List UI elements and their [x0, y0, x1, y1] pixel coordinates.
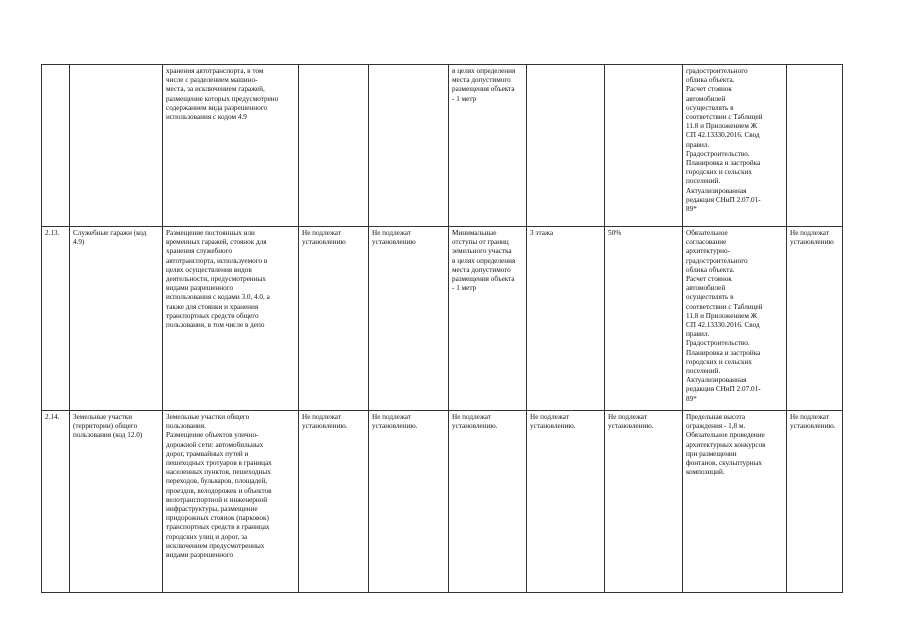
min-max-area: Не подлежат установлению — [299, 227, 369, 411]
additional-requirements: Обязательное согласование архитектурно- градостроительного облика объекта. Расчет стоянок автомобилей осуществлять в соответствии с Таблицей 11.8 и Приложением Ж СП 42.13330.2016. Свод правил. Градостроительство. Планировка и застройка городских и сельских поселений. Актуализированная редакция СНиП 2.07.01- 89* — [683, 227, 787, 411]
max-coverage: Не подлежат установлению. — [605, 411, 683, 593]
use-type-name — [70, 65, 163, 227]
other-limits: Не подлежат установлению. — [787, 411, 843, 593]
table-row — [42, 411, 843, 593]
max-floors: 3 этажа — [527, 227, 605, 411]
use-type-name: Служебные гаражи (код 4.9) — [70, 227, 163, 411]
additional-requirements: градостроительного облика объекта. Расчет стоянок автомобилей осуществлять в соответствии с Таблицей 11.8 и Приложением Ж СП 42.13330.2016. Свод правил. Градостроительство. Планировка и застройка городских и сельских поселений. Актуализированная редакция СНиП 2.07.01- 89* — [683, 65, 787, 227]
min-max-area: Не подлежат установлению. — [299, 411, 369, 593]
max-coverage — [605, 65, 683, 227]
plot-dimensions — [369, 65, 449, 227]
row-number — [42, 65, 70, 227]
row-number: 2.14. — [42, 411, 70, 593]
use-type-description: Земельные участки общего пользования. Размещение объектов улично- дорожной сети: автомобильных дорог, трамвайных путей и пешеходных тротуаров в границах населенных пунктов, пешеходных переходов, бульваров, площадей, проездов, велодорожек и объектов велотранспортной и инженерной инфраструктуры, размещение придорожных стоянок (парковок) транспортных средств в границах городских улиц и дорог, за исключением предусмотренных видами разрешенного — [163, 411, 299, 593]
use-type-description: хранения автотранспорта, в том числе с разделением машино- места, за исключением гаражей, размещение которых предусмотрено содержанием вида разрешенного использования с кодом 4.9 — [163, 65, 299, 227]
other-limits: Не подлежат установлению — [787, 227, 843, 411]
setbacks: Не подлежат установлению. — [449, 411, 527, 593]
table-row — [42, 65, 843, 227]
table-row — [42, 227, 843, 411]
zoning-regulations-table — [41, 64, 843, 593]
setbacks: в целях определения места допустимого размещения объекта - 1 метр — [449, 65, 527, 227]
plot-dimensions: Не подлежат установлению. — [369, 411, 449, 593]
use-type-name: Земельные участки (территории) общего пользования (код 12.0) — [70, 411, 163, 593]
use-type-description: Размещение постоянных или временных гаражей, стоянок для хранения служебного автотранспорта, используемого в целях осуществления видов деятельности, предусмотренных видами разрешенного использования с кодами 3.0, 4.0, а также для стоянки и хранения транспортных средств общего пользования, в том числе в депо — [163, 227, 299, 411]
plot-dimensions: Не подлежат установлению — [369, 227, 449, 411]
max-coverage: 50% — [605, 227, 683, 411]
max-floors: Не подлежат установлению. — [527, 411, 605, 593]
max-floors — [527, 65, 605, 227]
additional-requirements: Предельная высота ограждения - 1,8 м. Обязательное проведение архитектурных конкурсов при размещении фонтанов, скульптурных композиций. — [683, 411, 787, 593]
row-number: 2.13. — [42, 227, 70, 411]
min-max-area — [299, 65, 369, 227]
other-limits — [787, 65, 843, 227]
setbacks: Минимальные отступы от границ земельного участка в целях определения места допустимого размещения объекта - 1 метр — [449, 227, 527, 411]
